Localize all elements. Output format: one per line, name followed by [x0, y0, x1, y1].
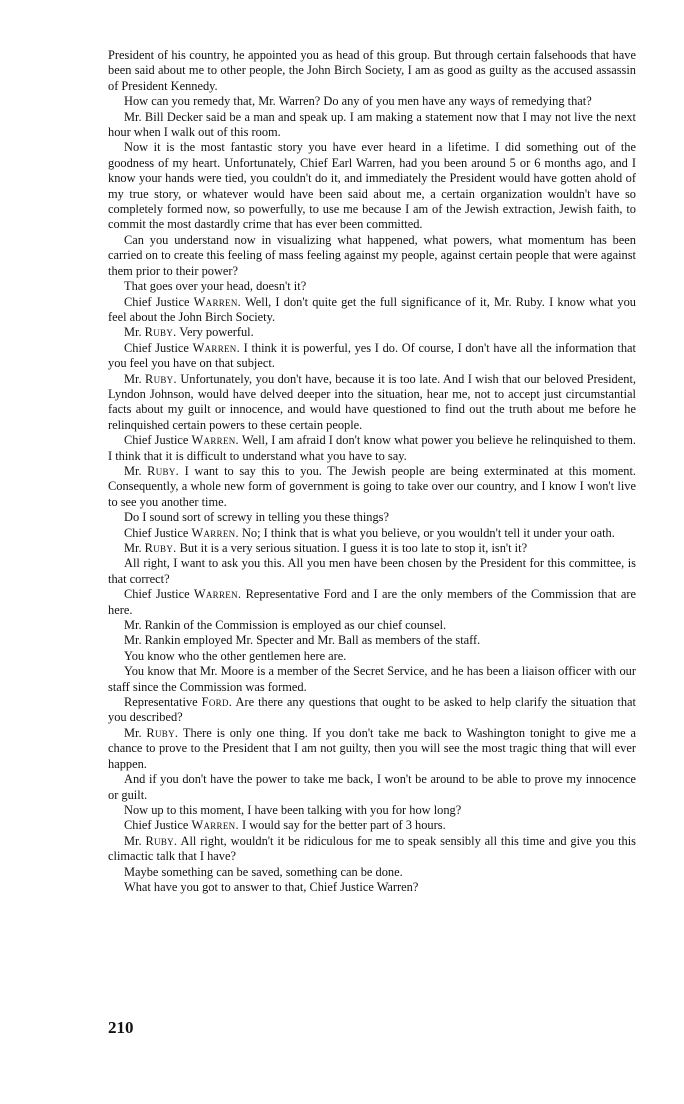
transcript-paragraph [108, 834, 636, 865]
speaker-title: Mr. [124, 463, 148, 478]
speaker-label [124, 464, 179, 478]
speaker-label [124, 433, 239, 447]
speaker-title: Chief Justice [124, 340, 193, 355]
speaker-title: Mr. [124, 541, 145, 555]
transcript-paragraph [108, 618, 636, 633]
speaker-surname: Warren. [192, 340, 240, 355]
speaker-title: Chief Justice [124, 587, 194, 602]
paragraph-text: Mr. Rankin of the Commission is employed as our chief counsel. [124, 618, 447, 633]
speaker-title: Mr. [124, 325, 145, 340]
speaker-label [124, 818, 239, 832]
speaker-label [124, 295, 241, 309]
transcript-paragraph [108, 464, 636, 510]
paragraph-text: Unfortunately, you don't have, because it is too late. And I wish that our beloved President, Lyndon Johnson, would have delved deeper into the situation, hear me, not to accept just circumstantial facts about my guilt or innocence, and would have questioned to find out the truth about me before he relinquished certain powers to these certain people. [108, 371, 636, 432]
paragraph-text: President of his country, he appointed you as head of this group. But through certain falsehoods that have been said about me to other people, the John Birch Society, I am as good as guilty as the accused assassin of President Kennedy. [108, 48, 636, 93]
transcript-paragraph [108, 433, 636, 464]
speaker-surname: Ruby. [144, 541, 177, 555]
transcript-paragraph [108, 880, 636, 895]
paragraph-text: Mr. Rankin employed Mr. Specter and Mr. Ball as members of the staff. [124, 633, 481, 648]
paragraph-text: All right, I want to ask you this. All you men have been chosen by the President for this committee, is that correct? [108, 556, 636, 586]
transcript-body [108, 48, 636, 895]
paragraph-text: I want to say this to you. The Jewish people are being exterminated at this moment. Consequently, a whole new form of government is going to take over our country, and I know I won't live to see you another time. [108, 463, 636, 509]
transcript-paragraph [108, 110, 636, 141]
speaker-label [124, 372, 177, 386]
transcript-paragraph [108, 233, 636, 279]
transcript-paragraph [108, 818, 636, 833]
speaker-label [124, 526, 239, 540]
paragraph-text: No; I think that is what you believe, or you wouldn't tell it under your oath. [241, 525, 615, 540]
paragraph-text: Representative Ford and I are the only members of the Commission that are here. [108, 587, 636, 617]
paragraph-text: Can you understand now in visualizing what happened, what powers, what momentum has been carried on to create this feeling of mass feeling against my people, against certain people that were against them prior to their power? [108, 232, 636, 278]
paragraph-text: What have you got to answer to that, Chief Justice Warren? [124, 879, 419, 894]
speaker-title: Representative [124, 695, 202, 710]
paragraph-text: Mr. Bill Decker said be a man and speak up. I am making a statement now that I may not live the next hour when I walk out of this room. [108, 109, 636, 140]
paragraph-text: Do I sound sort of screwy in telling you these things? [124, 510, 389, 525]
paragraph-text: And if you don't have the power to take me back, I won't be around to be able to prove my innocence or guilt. [108, 772, 636, 802]
transcript-paragraph [108, 279, 636, 294]
speaker-label [124, 695, 232, 709]
speaker-label [124, 541, 177, 555]
transcript-paragraph [108, 526, 636, 541]
speaker-surname: Ruby. [144, 325, 177, 340]
transcript-paragraph [108, 695, 636, 726]
speaker-surname: Warren. [191, 818, 239, 833]
transcript-paragraph [108, 510, 636, 525]
paragraph-text: Maybe something can be saved, something can be done. [124, 864, 403, 879]
paragraph-text: Very powerful. [179, 325, 254, 340]
paragraph-text: I think it is powerful, yes I do. Of course, I don't have all the information that you feel you have on that subject. [108, 340, 636, 371]
speaker-label [124, 341, 240, 355]
transcript-paragraph [108, 325, 636, 340]
speaker-title: Mr. [124, 725, 147, 740]
speaker-surname: Warren. [191, 433, 239, 448]
transcript-paragraph [108, 803, 636, 818]
speaker-title: Chief Justice [124, 818, 192, 833]
speaker-title: Mr. [124, 371, 145, 386]
speaker-title: Chief Justice [124, 294, 194, 309]
paragraph-text: Well, I am afraid I don't know what power you believe he relinquished to them. I think that it is difficult to understand what you have to say. [108, 433, 636, 463]
speaker-surname: Warren. [193, 587, 242, 602]
speaker-label [124, 834, 177, 848]
paragraph-text: Well, I don't quite get the full significance of it, Mr. Ruby. I know what you feel about the John Birch Society. [108, 294, 637, 324]
speaker-title: Mr. [124, 833, 146, 848]
transcript-paragraph [108, 140, 636, 232]
speaker-label [124, 325, 177, 339]
transcript-paragraph [108, 865, 636, 880]
transcript-paragraph [108, 94, 636, 109]
speaker-title: Chief Justice [124, 525, 192, 540]
paragraph-text: Are there any questions that ought to be asked to help clarify the situation that you described? [108, 695, 636, 725]
speaker-surname: Ford. [201, 695, 233, 710]
speaker-surname: Ruby. [145, 371, 177, 386]
speaker-surname: Ruby. [145, 833, 178, 848]
paragraph-text: I would say for the better part of 3 hours. [241, 818, 446, 833]
transcript-paragraph [108, 556, 636, 587]
speaker-surname: Warren. [191, 525, 239, 540]
speaker-surname: Warren. [193, 294, 242, 309]
transcript-paragraph [108, 664, 636, 695]
transcript-paragraph [108, 541, 636, 556]
speaker-surname: Ruby. [147, 463, 180, 478]
paragraph-text: You know that Mr. Moore is a member of the Secret Service, and he has been a liaison officer with our staff since the Commission was formed. [108, 664, 636, 694]
paragraph-text: But it is a very serious situation. I guess it is too late to stop it, isn't it? [179, 541, 528, 555]
page-number: 210 [108, 1018, 134, 1037]
transcript-paragraph [108, 372, 636, 434]
paragraph-text: Now it is the most fantastic story you have ever heard in a lifetime. I did something out of the goodness of my heart. Unfortunately, Chief Earl Warren, had you been around 5 or 6 months ago, and I know your hands were tied, you couldn't do it, and immediately the President would have gotten ahold of my true story, or whatever would have been said about me, a certain organization wouldn't have so completely formed now, so powerfully, to use me because I am of the Jewish extraction, Jewish faith, to commit the most dastardly crime that has ever been committed. [108, 140, 636, 232]
speaker-surname: Ruby. [146, 725, 179, 740]
paragraph-text: Now up to this moment, I have been talking with you for how long? [124, 802, 462, 817]
transcript-paragraph [108, 633, 636, 648]
transcript-paragraph [108, 649, 636, 664]
speaker-label [124, 726, 178, 740]
transcript-paragraph [108, 726, 636, 772]
paragraph-text: How can you remedy that, Mr. Warren? Do any of you men have any ways of remedying that? [124, 94, 592, 109]
speaker-label [124, 587, 241, 601]
transcript-paragraph [108, 587, 636, 618]
transcript-paragraph [108, 295, 636, 326]
transcript-paragraph [108, 772, 636, 803]
transcript-paragraph [108, 48, 636, 94]
transcript-paragraph [108, 341, 636, 372]
paragraph-text: That goes over your head, doesn't it? [124, 279, 307, 294]
paragraph-text: You know who the other gentlemen here are. [124, 648, 347, 663]
speaker-title: Chief Justice [124, 433, 192, 448]
paragraph-text: All right, wouldn't it be ridiculous for me to speak sensibly all this time and give you this climactic talk that I have? [108, 833, 636, 864]
paragraph-text: There is only one thing. If you don't take me back to Washington tonight to give me a chance to prove to the President that I am not guilty, then you will see the most tragic thing that will ever happen. [108, 725, 637, 771]
